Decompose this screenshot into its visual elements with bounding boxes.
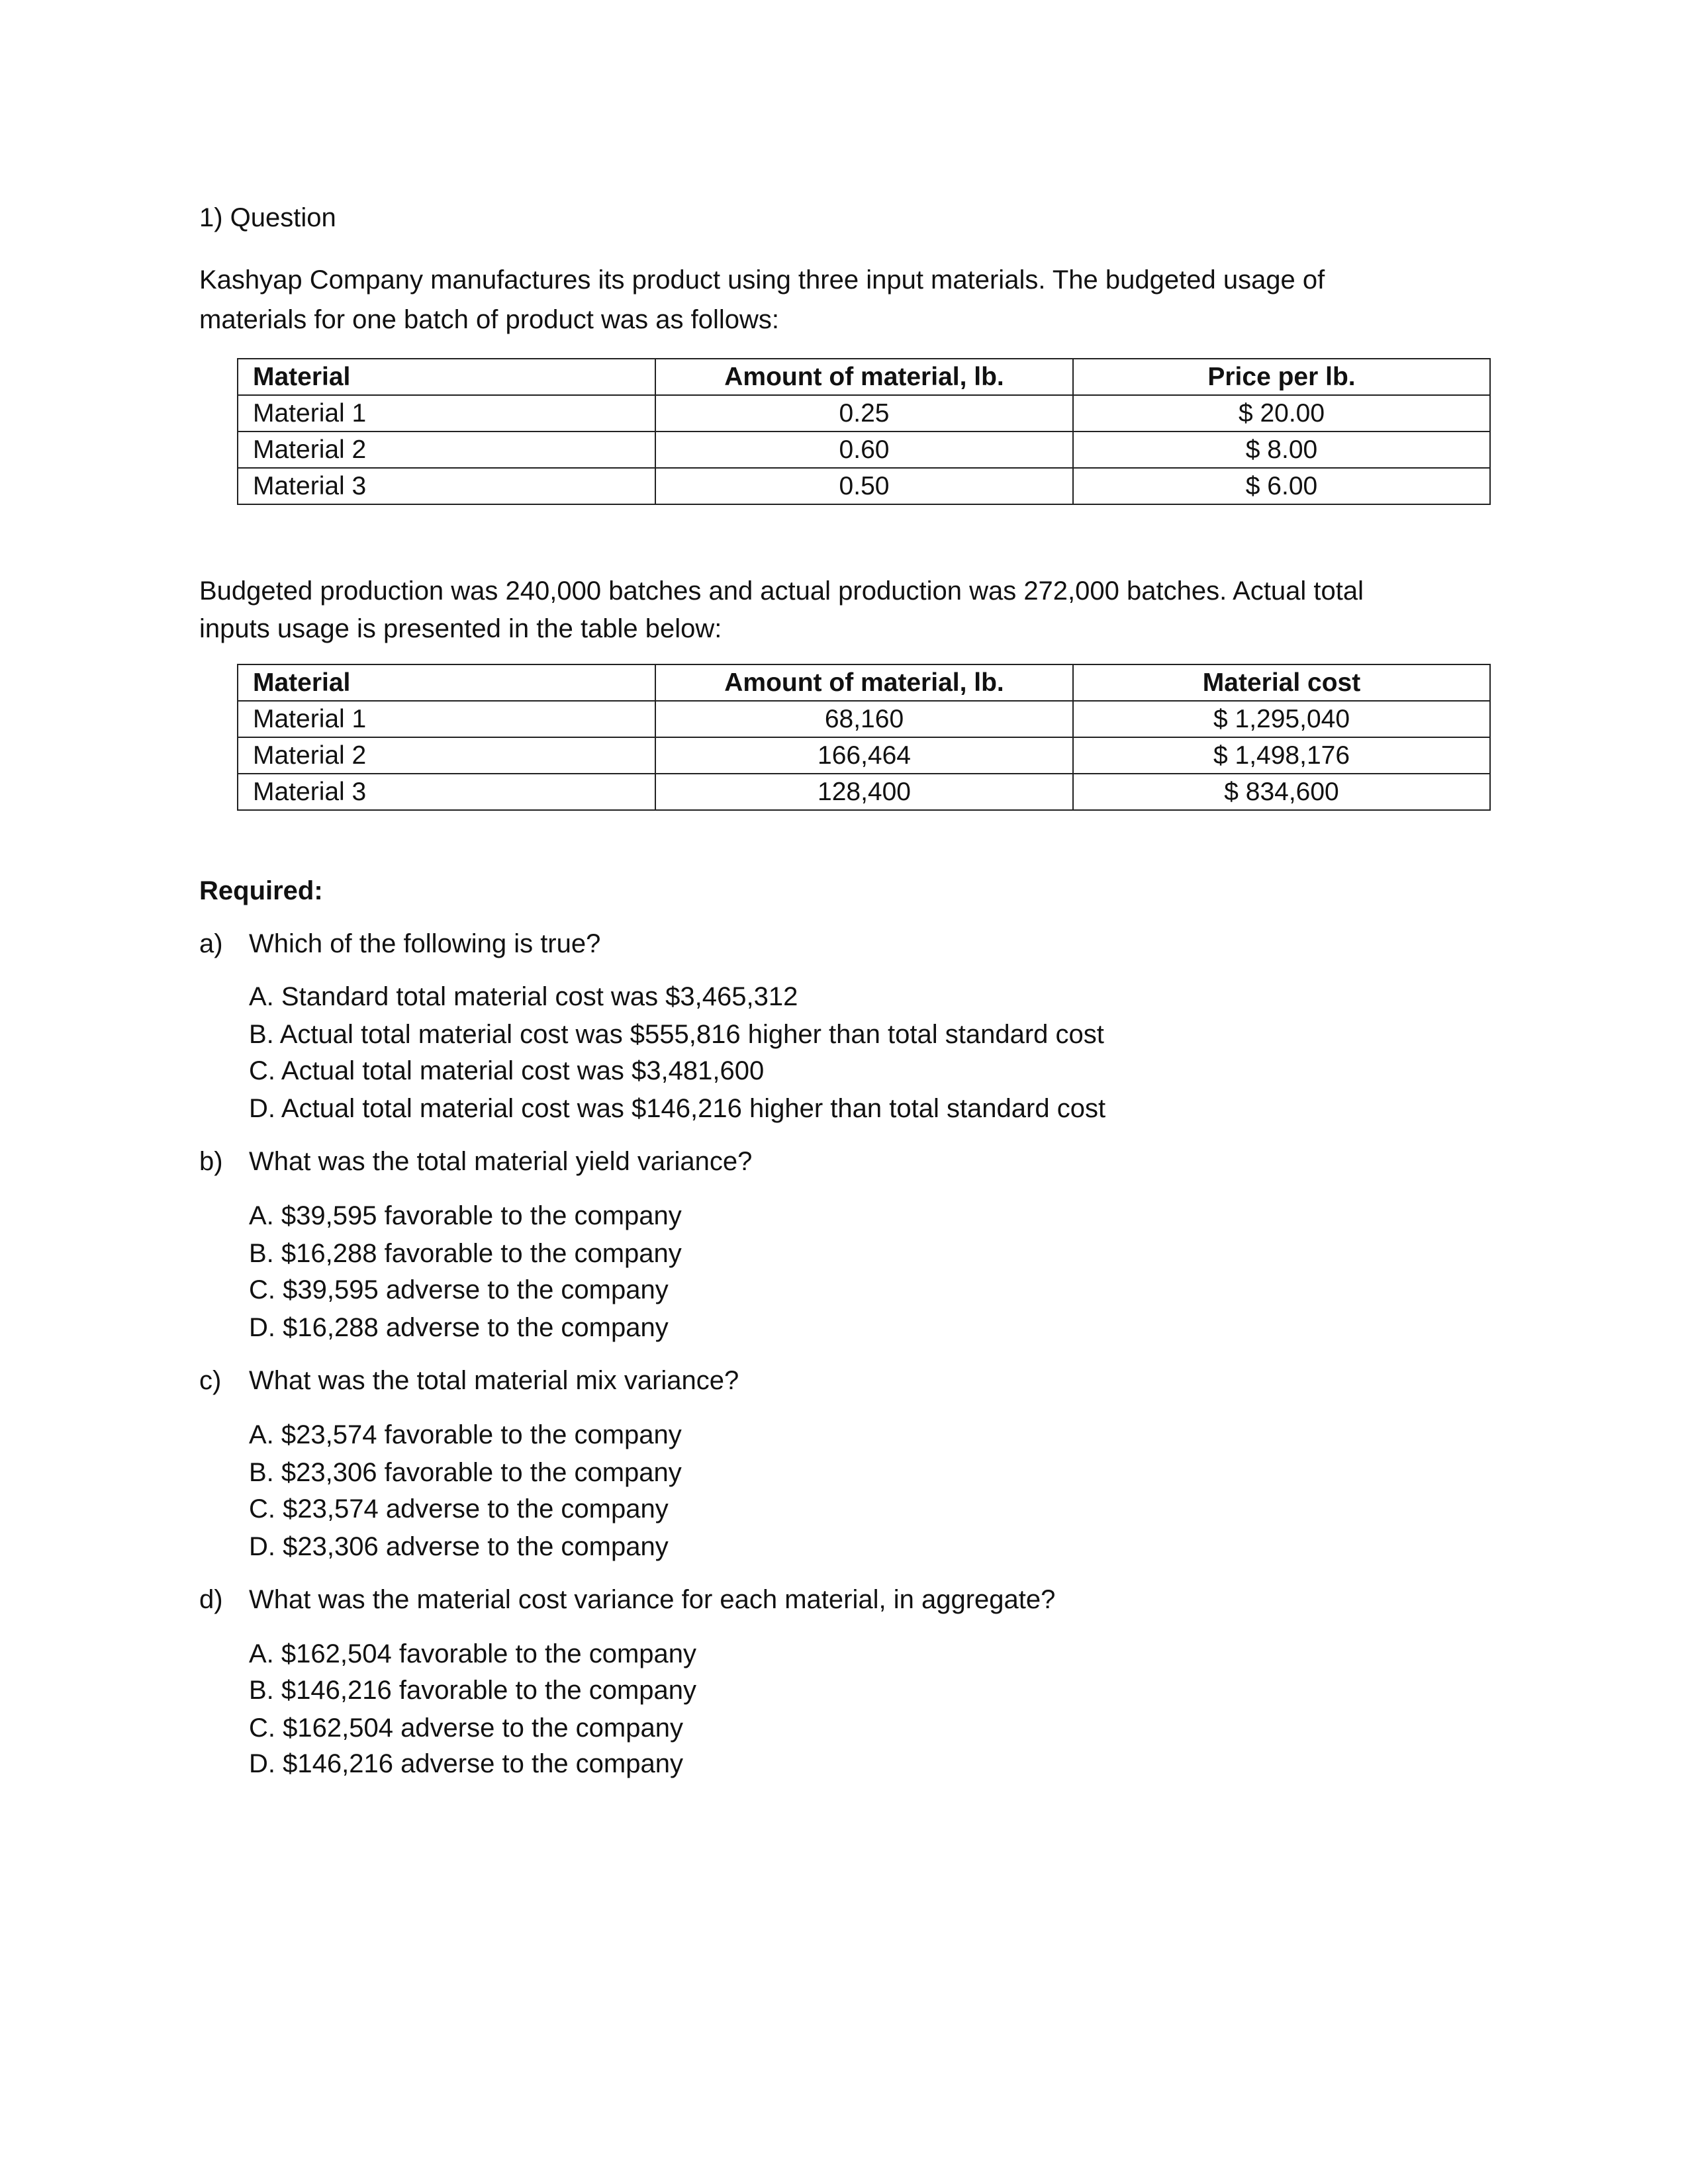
table-row: [238, 395, 1490, 432]
question-a-option: B. Actual total material cost was $555,816 higher than total standard cost: [249, 1020, 1104, 1049]
header-material: Material: [238, 664, 655, 701]
question-d-option: A. $162,504 favorable to the company: [249, 1639, 697, 1668]
table-row: [238, 737, 1490, 774]
question-c-text: What was the total material mix variance?: [249, 1366, 739, 1395]
header-price: Price per lb.: [1073, 359, 1490, 395]
question-b-option: C. $39,595 adverse to the company: [249, 1275, 669, 1304]
question-c-label: c): [199, 1366, 222, 1395]
question-b-option: B. $16,288 favorable to the company: [249, 1239, 682, 1268]
question-d-text: What was the material cost variance for each material, in aggregate?: [249, 1585, 1056, 1614]
cell-price: $ 8.00: [1073, 432, 1490, 468]
cell-cost: $ 1,498,176: [1073, 737, 1490, 774]
cell-material: Material 1: [238, 701, 655, 737]
question-a-text: Which of the following is true?: [249, 929, 601, 958]
question-c-option: B. $23,306 favorable to the company: [249, 1458, 682, 1487]
question-c-option: C. $23,574 adverse to the company: [249, 1494, 669, 1524]
intro-text-line-2: materials for one batch of product was as follows:: [199, 305, 779, 334]
cell-material: Material 2: [238, 737, 655, 774]
budget-table: [237, 358, 1491, 505]
cell-amount: 68,160: [655, 701, 1073, 737]
header-amount: Amount of material, lb.: [655, 359, 1073, 395]
question-b-option: D. $16,288 adverse to the company: [249, 1313, 669, 1342]
production-text-line-2: inputs usage is presented in the table below:: [199, 614, 722, 643]
cell-cost: $ 834,600: [1073, 774, 1490, 810]
cell-amount: 128,400: [655, 774, 1073, 810]
cell-price: $ 6.00: [1073, 468, 1490, 504]
question-heading: 1) Question: [199, 203, 336, 232]
table-row: [238, 468, 1490, 504]
question-d-option: C. $162,504 adverse to the company: [249, 1713, 683, 1743]
question-b-label: b): [199, 1147, 223, 1176]
cell-material: Material 1: [238, 395, 655, 432]
question-a-option: C. Actual total material cost was $3,481,600: [249, 1056, 765, 1085]
question-a-label: a): [199, 929, 223, 958]
cell-material: Material 3: [238, 774, 655, 810]
question-d-option: B. $146,216 favorable to the company: [249, 1676, 697, 1705]
cell-amount: 0.25: [655, 395, 1073, 432]
cell-material: Material 2: [238, 432, 655, 468]
header-material: Material: [238, 359, 655, 395]
question-d-option: D. $146,216 adverse to the company: [249, 1749, 683, 1778]
cell-amount: 166,464: [655, 737, 1073, 774]
question-b-option: A. $39,595 favorable to the company: [249, 1201, 682, 1230]
question-a-option: D. Actual total material cost was $146,216 higher than total standard cost: [249, 1094, 1106, 1123]
question-c-option: D. $23,306 adverse to the company: [249, 1532, 669, 1561]
question-c-option: A. $23,574 favorable to the company: [249, 1420, 682, 1449]
question-d-label: d): [199, 1585, 223, 1614]
table-header-row: [238, 359, 1490, 395]
cell-material: Material 3: [238, 468, 655, 504]
required-heading: Required:: [199, 876, 323, 905]
production-text-line-1: Budgeted production was 240,000 batches and actual production was 272,000 batches. Actual total: [199, 576, 1364, 606]
header-amount: Amount of material, lb.: [655, 664, 1073, 701]
table-row: [238, 432, 1490, 468]
question-b-text: What was the total material yield variance?: [249, 1147, 753, 1176]
cell-price: $ 20.00: [1073, 395, 1490, 432]
actual-table: [237, 664, 1491, 811]
cell-amount: 0.50: [655, 468, 1073, 504]
table-row: [238, 774, 1490, 810]
question-a-option: A. Standard total material cost was $3,465,312: [249, 982, 798, 1011]
table-row: [238, 701, 1490, 737]
table-header-row: [238, 664, 1490, 701]
cell-amount: 0.60: [655, 432, 1073, 468]
header-cost: Material cost: [1073, 664, 1490, 701]
cell-cost: $ 1,295,040: [1073, 701, 1490, 737]
intro-text-line-1: Kashyap Company manufactures its product using three input materials. The budgeted usage of: [199, 265, 1325, 295]
